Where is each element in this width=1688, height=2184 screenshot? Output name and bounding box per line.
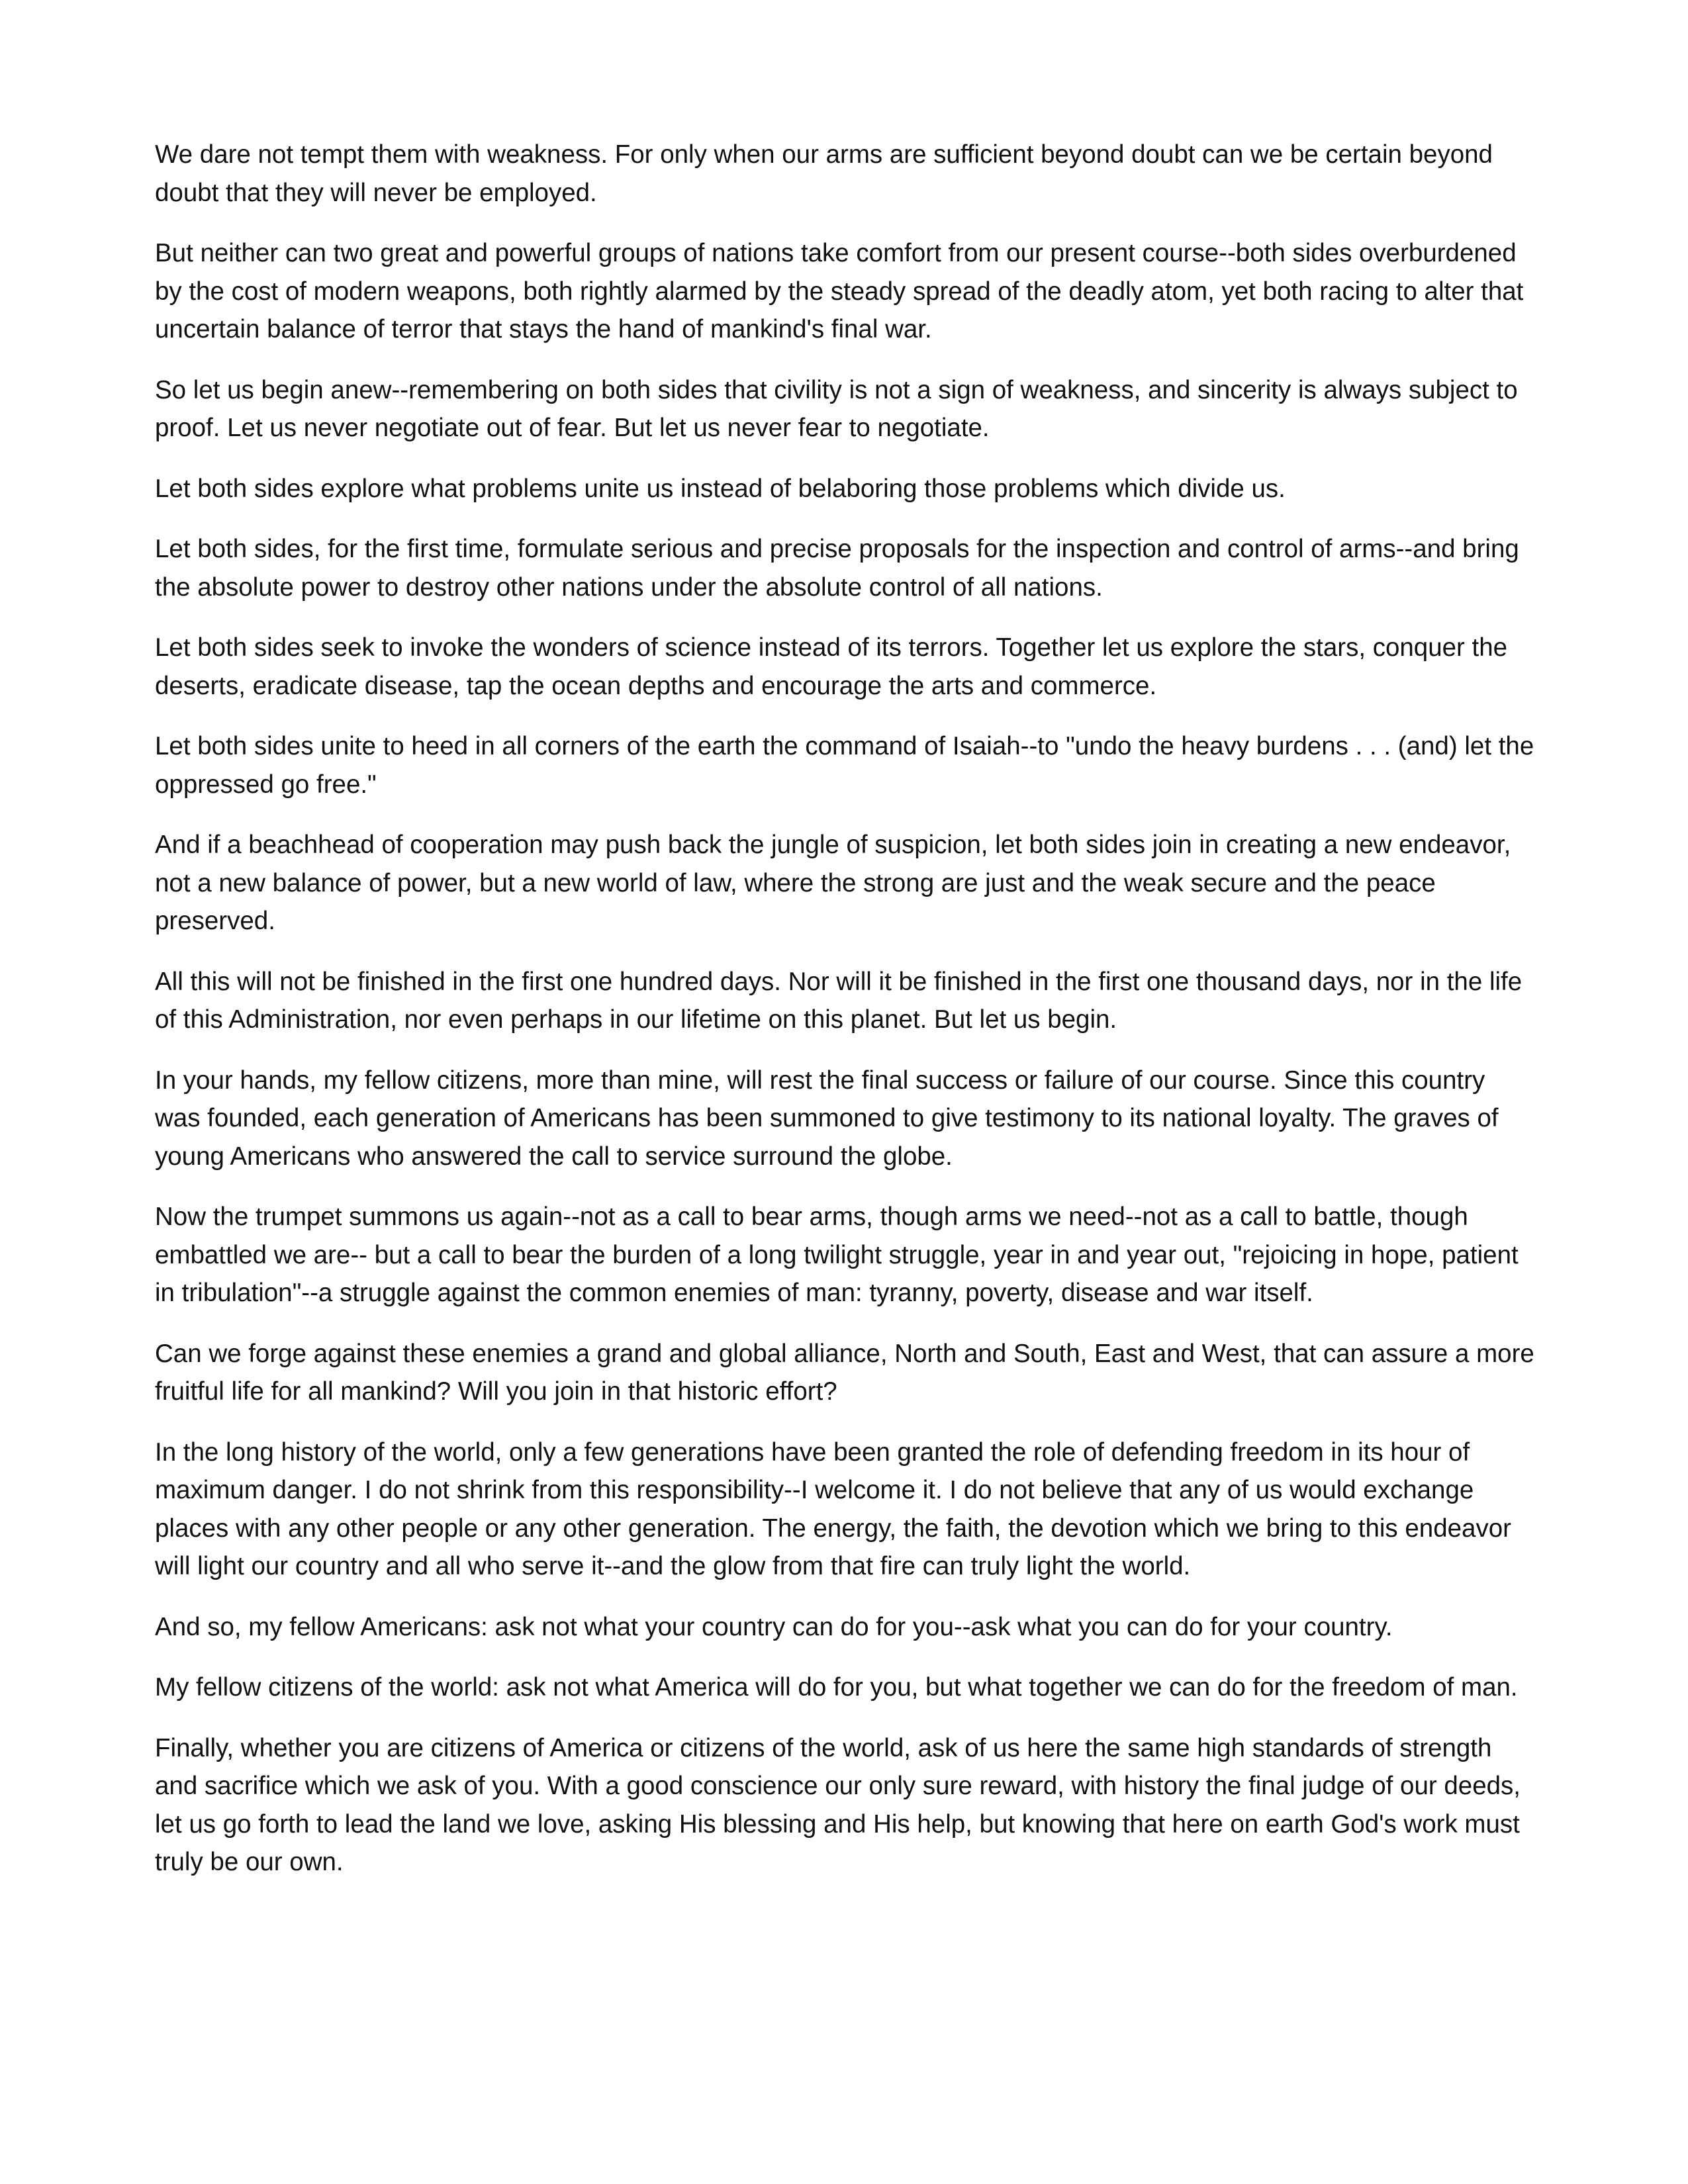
paragraph-6: Let both sides seek to invoke the wonders of science instead of its terrors. Together let us explore the stars, conquer the deserts, eradicate disease, tap the ocean depths and encourage the arts and commerce.	[155, 633, 1508, 700]
paragraph-8: And if a beachhead of cooperation may push back the jungle of suspicion, let both sides join in creating a new endeavor, not a new balance of power, but a new world of law, where the strong are just and the weak secure and the peace preserved.	[155, 831, 1511, 935]
paragraph-5: Let both sides, for the first time, formulate serious and precise proposals for the inspection and control of arms--and bring the absolute power to destroy other nations under the absolute control of all nations.	[155, 535, 1519, 602]
paragraph-10: In your hands, my fellow citizens, more than mine, will rest the final success or failure of our course. Since this country was founded, each generation of Americans has been summoned to give testimony to its national loyalty. The graves of young Americans who answered the call to service surround the globe.	[155, 1066, 1499, 1171]
paragraph-3: So let us begin anew--remembering on both sides that civility is not a sign of weakness, and sincerity is always subject to proof. Let us never negotiate out of fear. But let us never fear to negotiate.	[155, 375, 1518, 442]
paragraph-12: Can we forge against these enemies a grand and global alliance, North and South, East and West, that can assure a more fruitful life for all mankind? Will you join in that historic effort?	[155, 1339, 1534, 1406]
paragraph-11: Now the trumpet summons us again--not as a call to bear arms, though arms we need--not as a call to battle, though embattled we are-- but a call to bear the burden of a long twilight struggle, year in and year out, "rejoicing in hope, patient in tribulation"--a struggle against the common enemies of man: tyranny, poverty, disease and war itself.	[155, 1203, 1519, 1307]
paragraph-16: Finally, whether you are citizens of America or citizens of the world, ask of us here the same high standards of strength and sacrifice which we ask of you. With a good conscience our only sure reward, with history the final judge of our deeds, let us go forth to lead the land we love, asking His blessing and His help, but knowing that here on earth God's work must truly be our own.	[155, 1733, 1521, 1876]
paragraph-14: And so, my fellow Americans: ask not what your country can do for you--ask what you can do for your country.	[155, 1612, 1393, 1641]
paragraph-4: Let both sides explore what problems unite us instead of belaboring those problems which divide us.	[155, 474, 1286, 503]
paragraph-13: In the long history of the world, only a few generations have been granted the role of defending freedom in its hour of maximum danger. I do not shrink from this responsibility--I welcome it. I do not believe that any of us would exchange places with any other people or any other generation. The energy, the faith, the devotion which we bring to this endeavor will light our country and all who serve it--and the glow from that fire can truly light the world.	[155, 1437, 1511, 1580]
paragraph-9: All this will not be finished in the first one hundred days. Nor will it be finished in the first one thousand days, nor in the life of this Administration, nor even perhaps in our lifetime on this planet. But let us begin.	[155, 967, 1523, 1034]
paragraph-7: Let both sides unite to heed in all corners of the earth the command of Isaiah--to "undo the heavy burdens . . . (and) let the oppressed go free."	[155, 732, 1534, 799]
paragraph-2: But neither can two great and powerful groups of nations take comfort from our present course--both sides overburdened by the cost of modern weapons, both rightly alarmed by the steady spread of the deadly atom, yet both racing to alter that uncertain balance of terror that stays the hand of mankind's final war.	[155, 239, 1524, 343]
document-body	[155, 136, 1536, 1904]
paragraph-1: We dare not tempt them with weakness. For only when our arms are sufficient beyond doubt can we be certain beyond doubt that they will never be employed.	[155, 140, 1493, 207]
paragraph-15: My fellow citizens of the world: ask not what America will do for you, but what together we can do for the freedom of man.	[155, 1673, 1518, 1702]
